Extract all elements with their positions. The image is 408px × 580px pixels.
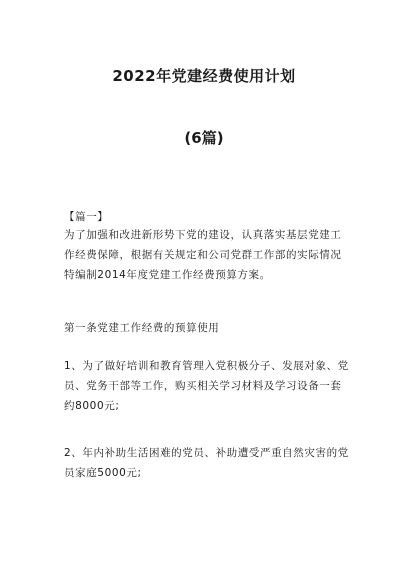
document-subtitle: (6篇): [184, 129, 224, 147]
intro-paragraph: [64, 225, 348, 285]
list-item-line: 2、年内补助生活困难的党员、补助遭受严重自然灾害的党: [64, 447, 349, 459]
list-item-line: 约8000元;: [64, 400, 120, 412]
intro-line: 作经费保障，根据有关规定和公司党群工作部的实际情况: [64, 249, 342, 261]
list-item-1: [64, 356, 348, 416]
list-item-2: [64, 443, 348, 483]
list-item-line: 员、党务干部等工作，购买相关学习材料及学习设备一套: [64, 380, 342, 392]
section-heading: 第一条党建工作经费的预算使用: [64, 322, 220, 334]
document-title: 2022年党建经费使用计划: [112, 67, 296, 85]
intro-line: 为了加强和改进新形势下党的建设，认真落实基层党建工: [64, 229, 342, 241]
intro-line: 特编制2014年度党建工作经费预算方案。: [64, 269, 271, 281]
list-item-line: 1、为了做好培训和教育管理入党积极分子、发展对象、党: [64, 360, 349, 372]
section-label: 【篇一】: [64, 211, 109, 223]
list-item-line: 员家庭5000元;: [64, 467, 142, 479]
